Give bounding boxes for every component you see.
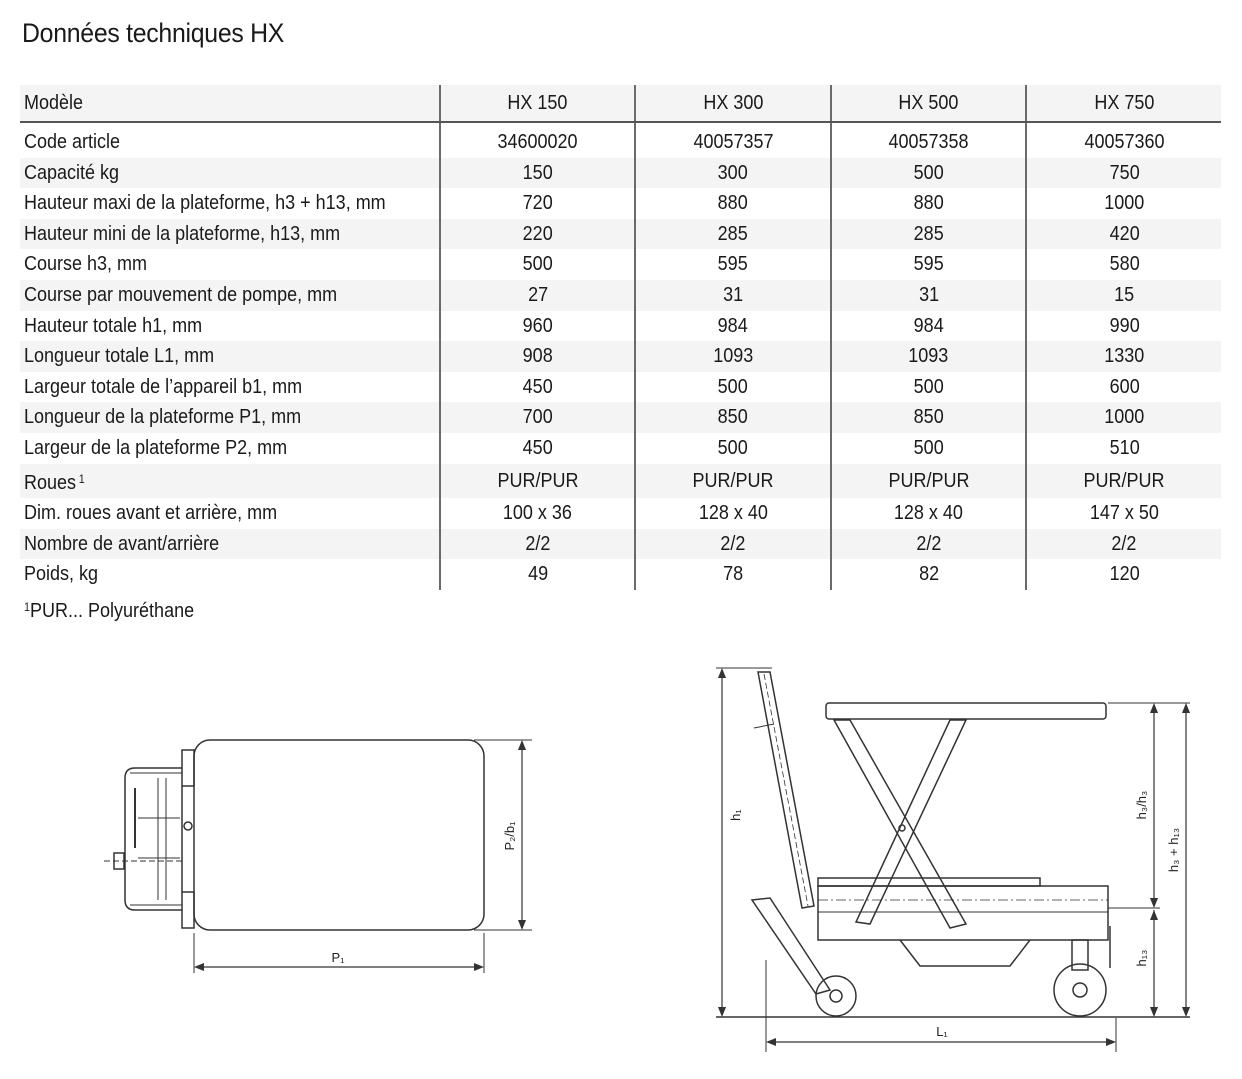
row-label: Hauteur maxi de la plateforme, h3 + h13, mm (24, 192, 386, 215)
cell-value: 880 (831, 188, 1027, 219)
cell-value: 850 (635, 402, 831, 433)
footnote (24, 600, 213, 623)
row-label: Longueur de la plateforme P1, mm (20, 402, 440, 433)
cell-value: 2/2 (440, 529, 636, 560)
row-label: Code article (24, 131, 121, 153)
cell-value: 750 (1026, 158, 1221, 189)
cell-value: 40057357 (635, 122, 831, 158)
cell-value: 500 (831, 158, 1027, 189)
cell-value: 510 (1026, 433, 1221, 464)
scissor-arm (834, 720, 966, 928)
cell-value: 984 (831, 311, 1027, 342)
cell-value: PUR/PUR (831, 464, 1027, 499)
header-model-hx150: HX 150 (440, 85, 636, 122)
cell-value: 595 (635, 249, 831, 280)
cell-value: 990 (1026, 311, 1221, 342)
header-model-label: Modèle (20, 85, 440, 122)
table-row (20, 433, 1221, 464)
table-row (20, 464, 1221, 499)
cell-value: 49 (440, 559, 636, 590)
cell-value: 908 (440, 341, 636, 372)
cell-value: 78 (635, 559, 831, 590)
cell-value: 27 (440, 280, 636, 311)
cell-value: 595 (831, 249, 1027, 280)
row-label: Nombre de avant/arrière (20, 529, 440, 560)
cell-value: 31 (831, 280, 1027, 311)
cell-value: 1330 (1026, 341, 1221, 372)
row-label: Hauteur totale h1, mm (24, 314, 203, 337)
row-label: Largeur de la plateforme P2, mm (24, 436, 288, 459)
table-row (20, 559, 1221, 590)
table-row (20, 219, 1221, 250)
cell-value: 420 (1026, 219, 1221, 250)
table-row (20, 341, 1221, 372)
dim-label-p2-b1: P₂/b₁ (502, 821, 517, 851)
table-row (20, 529, 1221, 560)
cell-value: 580 (1026, 249, 1221, 280)
row-label: Course par mouvement de pompe, mm (20, 280, 440, 311)
cell-value: 500 (831, 372, 1027, 403)
page-title: Données techniques HX (22, 18, 285, 48)
dim-label-l1: L₁ (936, 1024, 948, 1039)
table-header-row (20, 85, 1221, 122)
row-label: Roues $^1$ (20, 464, 440, 499)
cell-value: 128 x 40 (831, 498, 1027, 529)
table-row (20, 372, 1221, 403)
cell-value: 15 (1026, 280, 1221, 311)
cell-value: 450 (440, 433, 636, 464)
cell-value: 500 (831, 433, 1027, 464)
cell-value: 285 (831, 219, 1027, 250)
footnote-marker: 1 (78, 471, 85, 486)
row-label: Largeur totale de l’appareil b1, mm (24, 375, 303, 398)
cell-value: 450 (440, 372, 636, 403)
front-wheel (816, 976, 856, 1016)
cell-value: 500 (635, 372, 831, 403)
cell-value: 960 (440, 311, 636, 342)
side-view-diagram (710, 660, 1220, 1060)
table-row (20, 122, 1221, 158)
cell-value: 120 (1026, 559, 1221, 590)
table-row (20, 280, 1221, 311)
dim-label-min-height: h₁₃ (1134, 949, 1149, 967)
dim-label-p1: P₁ (331, 950, 345, 965)
table-row (20, 158, 1221, 189)
top-view-diagram (100, 728, 540, 978)
platform-outline (194, 740, 484, 930)
cell-value: 2/2 (1026, 529, 1221, 560)
cell-value: 500 (635, 433, 831, 464)
cell-value: 31 (635, 280, 831, 311)
cell-value: 850 (831, 402, 1027, 433)
cell-value: 1093 (831, 341, 1027, 372)
cell-value: 100 x 36 (440, 498, 636, 529)
cell-value: 984 (635, 311, 831, 342)
row-label: Hauteur mini de la plateforme, h13, mm (20, 219, 440, 250)
dim-label-h1: h₁ (728, 809, 743, 821)
cell-value: 1000 (1026, 188, 1221, 219)
dim-label-max-height: h₃ + h₁₃ (1166, 827, 1181, 873)
cell-value: 128 x 40 (635, 498, 831, 529)
table-row (20, 249, 1221, 280)
table-row (20, 311, 1221, 342)
cell-value: 150 (440, 158, 636, 189)
cell-value: 880 (635, 188, 831, 219)
cell-value: 500 (440, 249, 636, 280)
cell-value: 220 (440, 219, 636, 250)
row-label: Course h3, mm (24, 253, 148, 276)
cell-value: 300 (635, 158, 831, 189)
cell-value: 600 (1026, 372, 1221, 403)
cell-value: 2/2 (635, 529, 831, 560)
cell-value: 1000 (1026, 402, 1221, 433)
cell-value: 700 (440, 402, 636, 433)
table-row (20, 188, 1221, 219)
footnote-text: PUR... Polyuréthane (30, 600, 195, 622)
cell-value: 2/2 (831, 529, 1027, 560)
header-model-hx500: HX 500 (831, 85, 1027, 122)
cell-value: 147 x 50 (1026, 498, 1221, 529)
cell-value: 285 (635, 219, 831, 250)
cell-value: 82 (831, 559, 1027, 590)
footnote-marker: 1 (24, 600, 31, 614)
spec-table (20, 85, 1221, 590)
cell-value: 720 (440, 188, 636, 219)
dim-label-stroke: h₃/h₃ (1134, 790, 1149, 820)
row-label: Dim. roues avant et arrière, mm (24, 502, 278, 525)
header-model-hx300: HX 300 (635, 85, 831, 122)
row-label: Poids, kg (24, 563, 99, 586)
row-label: Capacité kg (20, 158, 440, 189)
cell-value: PUR/PUR (1026, 464, 1221, 499)
cell-value: 40057360 (1026, 122, 1221, 158)
platform (826, 703, 1106, 719)
table-row (20, 402, 1221, 433)
handle-frame (125, 768, 182, 910)
row-label: Longueur totale L1, mm (20, 341, 440, 372)
cell-value: 34600020 (440, 122, 636, 158)
cell-value: PUR/PUR (440, 464, 636, 499)
cell-value: 1093 (635, 341, 831, 372)
table-row (20, 498, 1221, 529)
rear-wheel (1054, 964, 1106, 1016)
cell-value: 40057358 (831, 122, 1027, 158)
cell-value: PUR/PUR (635, 464, 831, 499)
header-model-hx750: HX 750 (1026, 85, 1221, 122)
